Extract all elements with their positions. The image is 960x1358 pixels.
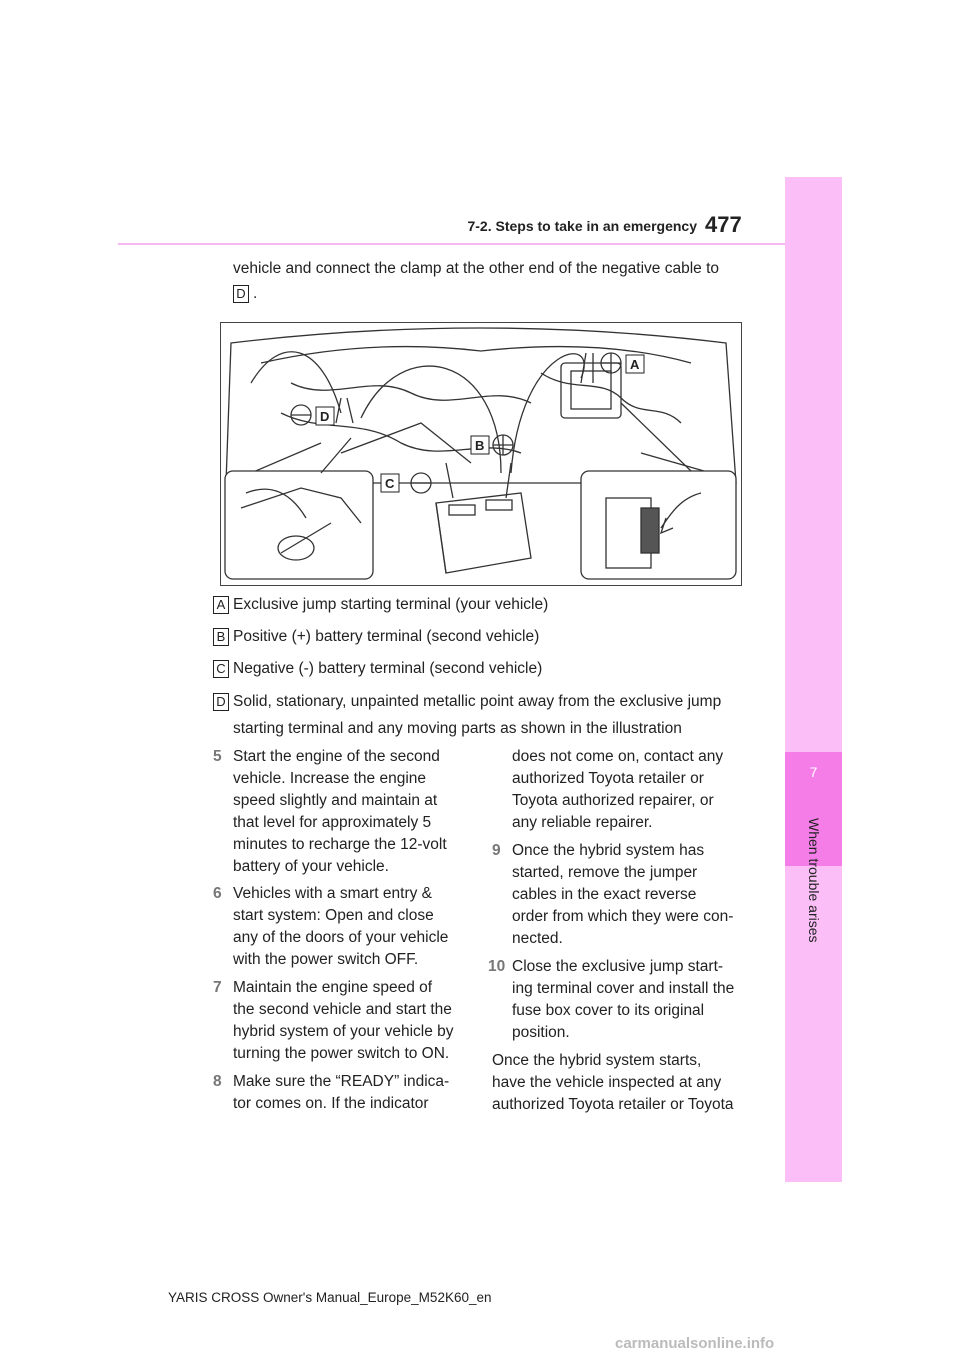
diagram-label-c: C: [385, 476, 395, 491]
chapter-label: When trouble arises: [806, 818, 822, 943]
page-number: 477: [705, 212, 742, 237]
step-8-continuation: does not come on, contact any authorized Toyota retailer or Toyota authorized repairer, or any reliable repairer.: [512, 748, 724, 831]
legend-item-b: B Positive (+) battery terminal (second vehicle): [213, 626, 539, 648]
step-number: 7: [213, 979, 222, 996]
label-badge: D: [233, 285, 249, 303]
step-number: 8: [213, 1073, 222, 1090]
step-number: 5: [213, 748, 222, 765]
step-number: 10: [488, 958, 506, 975]
label-badge: A: [213, 596, 229, 614]
chapter-number: 7: [809, 764, 818, 780]
step-number: 9: [492, 842, 501, 859]
header-rule: [118, 243, 785, 245]
diagram-label-a: A: [630, 357, 640, 372]
step-10: 10 Close the exclusive jump start- ing terminal cover and install the fuse box cover to its original position.: [488, 958, 735, 1041]
legend-item-d-cont: starting terminal and any moving parts as shown in the illustration: [233, 720, 682, 737]
closing-paragraph: Once the hybrid system starts, have the vehicle inspected at any authorized Toyota retailer or Toyota: [492, 1052, 734, 1113]
label-badge: D: [213, 693, 229, 711]
intro-text: vehicle and connect the clamp at the other end of the negative cable to: [233, 260, 719, 277]
intro-badge-line: [233, 283, 257, 305]
legend-item-a: A Exclusive jump starting terminal (your vehicle): [213, 594, 548, 616]
step-number: 6: [213, 885, 222, 902]
step-8: 8 Make sure the “READY” indica- tor comes on. If the indicator: [213, 1073, 450, 1112]
diagram-label-b: B: [475, 438, 485, 453]
step-5: 5 Start the engine of the second vehicle. Increase the engine speed slightly and maintain at that level for approximately 5 minutes to recharge the 12-volt battery of your vehicle.: [213, 748, 447, 875]
label-badge: C: [213, 660, 229, 678]
step-9: 9 Once the hybrid system has started, remove the jumper cables in the exact reverse order from which they were con- nected.: [492, 842, 734, 947]
legend-item-c: C Negative (-) battery terminal (second vehicle): [213, 658, 542, 680]
jump-start-diagram: [221, 323, 741, 585]
chapter-sidebar: [785, 177, 842, 1182]
watermark: carmanualsonline.info: [615, 1335, 775, 1352]
intro-trailing: .: [253, 285, 258, 302]
footer-text: YARIS CROSS Owner's Manual_Europe_M52K60_en: [168, 1290, 492, 1305]
step-7: 7 Maintain the engine speed of the second vehicle and start the hybrid system of your vehicle by turning the power switch to ON.: [213, 979, 454, 1062]
section-title: 7-2. Steps to take in an emergency: [467, 218, 697, 234]
diagram-label-d: D: [320, 409, 330, 424]
step-6: 6 Vehicles with a smart entry & start system: Open and close any of the doors of your vehicle with the power switch OFF.: [213, 885, 449, 968]
legend-item-d: D Solid, stationary, unpainted metallic point away from the exclusive jump: [213, 691, 721, 713]
label-badge: B: [213, 628, 229, 646]
engine-bay-illustration: [220, 322, 742, 586]
